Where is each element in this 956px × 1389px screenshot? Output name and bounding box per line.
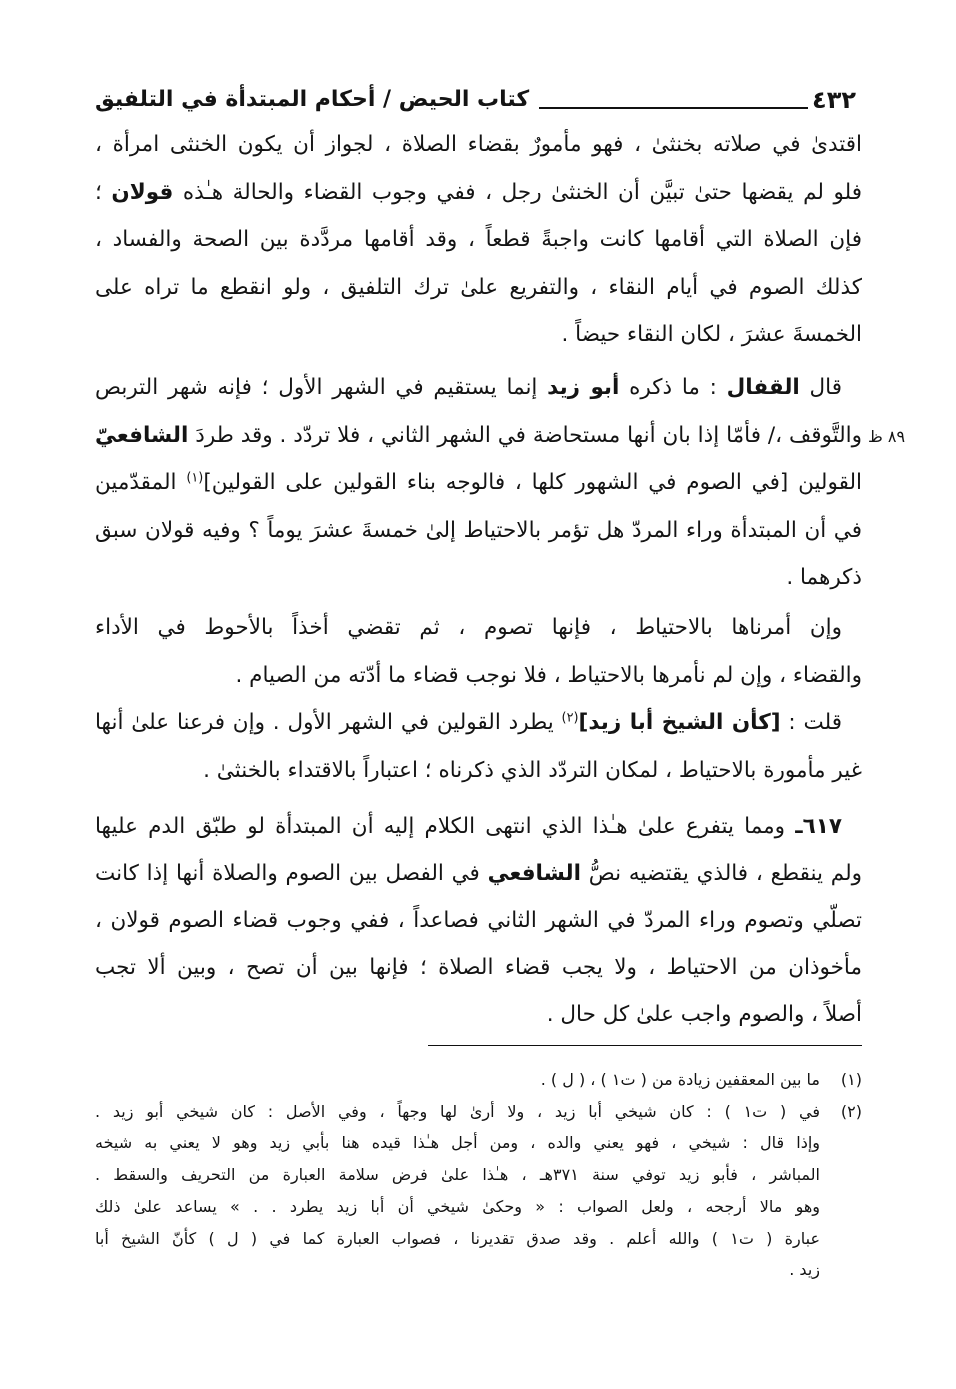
text-line [95,804,862,851]
bold-term: الشافعيّ [95,422,189,448]
text-segment: ولم ينقطع ، فالذي يقتضيه نصُّ [580,861,862,887]
text-segment: في الفصل بين الصوم والصلاة أنها إذا كانت [95,861,488,887]
text-line [95,851,862,898]
text-segment: والتَّوقف ،/ فأمّا إذا بان أنها مستحاضة في الشهر الثاني ، فلا تردّد . وقد طردَ [188,422,862,448]
bold-term: [كأن الشيخ أبا زيد] [578,710,781,736]
text-line: ذكرهما . [786,565,862,591]
running-header [95,80,856,120]
footnote-separator [428,1045,862,1046]
text-line: في أن المبتدأة وراء المردّ هل تؤمر بالاحتياط إلىٰ خمسةَ عشرَ يوماً ؟ وفيه قولان سبق [95,517,862,543]
text-segment: ؛ [95,179,112,205]
footnote-line: ما بين المعقفين زيادة من ( ت١ ) ، ( ل ) . [540,1070,820,1089]
footnote-line: وهو مالا أرجحه ، ولعل الصواب : « وحكىٰ شيخي أن أبا زيد يطرد . . » يساعد علىٰ ذلك [95,1196,820,1216]
text-segment: : ما ذكره [619,374,727,400]
text-line: أصلاً ، والصوم واجب علىٰ كل حال . [546,1001,862,1027]
text-line [95,459,862,507]
text-line [95,364,862,412]
text-segment: القولين [في الصوم في الشهور كلها ، فالوجه بناء القولين على القولين] [203,470,862,496]
text-segment: المقدّمين [95,470,187,496]
footnote-marker: (٢) [840,1101,862,1121]
text-segment: ومما يتفرع علىٰ هـٰذا الذي انتهى الكلام إليه أن المبتدأة لو طبّق الدم عليها [95,814,796,840]
text-line: فإن الصلاة التي أقامها كانت واجبةً قطعاً ، وقد أقامها مردَّدة بين الصحة والفساد ، [95,227,862,253]
footnote-line: المباشر ، فأبو زيد توفي سنة ٣٧١هـ ، هـٰذا علىٰ فرض سلامة العبارة من التحريف والسقط . [95,1165,820,1185]
text-segment: يطرد القولين في الشهر الأول . وإن فرعنا علىٰ أنها [95,710,562,736]
main-text [95,121,862,1038]
page-number: ٤٣٢ [812,86,856,114]
paragraph-number: ٦١٧ـ [795,814,842,840]
text-segment: إنما يستقيم في الشهر الأول ؛ فإنه شهر التربص [95,374,548,400]
text-line: الخمسةَ عشرَ ، لكان النقاء حيضاً . [561,322,862,348]
footnote-marker: (١) [840,1070,862,1089]
paragraph [95,699,862,794]
footnote-text [95,1064,820,1096]
paragraph [95,604,862,699]
text-line: وإن أمرناها بالاحتياط ، فإنها تصوم ، ثم تقضي أخذاً بالأحوط في الأداء [95,614,842,640]
text-line: تصلّي وتصوم وراء المردّ في الشهر الثاني فصاعداً ، ففي وجوب قضاء الصوم قولان ، [95,907,862,933]
text-line: كذلك الصوم في أيام النقاء ، والتفريع علىٰ ترك التلفيق ، ولو انقطع ما تراه على [95,274,862,300]
bold-term: أبو زيد [547,374,620,400]
text-line [95,699,862,747]
text-line: والقضاء ، وإن لم نأمرها بالاحتياط ، فلا نوجب قضاء ما أدّته من الصيام . [235,662,862,688]
paragraph [95,804,862,1038]
footnote-line: زيد . [789,1260,820,1280]
footnotes [95,1064,862,1286]
paragraph [95,121,862,359]
text-line: غير مأمورة بالاحتياط ، لمكان التردّد الذي ذكرناه ؛ اعتباراً بالاقتداء بالخنثىٰ . [203,757,862,783]
header-rule [539,107,808,109]
bold-term: الشافعي [487,861,581,887]
text-line: مأخوذان من الاحتياط ، ولا يجب قضاء الصلاة ؛ فإنها بين أن تصح ، وبين ألا تجب [95,954,862,980]
text-line [95,169,862,217]
footnote [95,1096,862,1286]
bold-term: قولان [111,179,174,205]
text-line: اقتدىٰ في صلاته بخنثىٰ ، فهو مأمورٌ بقضاء الصلاة ، لجواز أن يكون الخنثى امرأة ، [95,132,862,157]
footnote-text [95,1096,820,1286]
footnote-line: عبارة ( ت١ ) والله أعلم . وقد صدق تقديرنا ، فصواب العبارة كما في ( ل ) كأنّ الشيخ أبا [95,1228,820,1248]
footnote-line: في ( ت١ ) : كان شيخي أبا زيد ، ولا أرىٰ لها وجهاً ، وفي الأصل : كان شيخي أبو زيد . [95,1101,820,1121]
footnote-reference: (٢) [561,710,579,726]
folio-marker: ظ ٨٩ [868,427,906,446]
footnote-reference: (١) [186,470,204,486]
paragraph [95,364,862,602]
text-segment: قلت : [780,710,843,736]
running-title: كتاب الحيض / أحكام المبتدأة في التلفيق [95,87,530,112]
text-line [95,412,862,460]
footnote [95,1064,862,1096]
bold-term: القفال [726,374,800,400]
text-segment: قال [799,374,842,400]
text-segment: فلو لم يقضها حتىٰ تبيَّن أن الخنثىٰ رجل ، ففي وجوب القضاء والحالة هـٰذه [173,179,862,205]
footnote-line: وإذا قال : شيخي ، فهو يعني والده ، ومن أجل هـٰذا قيده هنا بأبي زيد وهو لا يعني به شيخه [95,1133,820,1153]
